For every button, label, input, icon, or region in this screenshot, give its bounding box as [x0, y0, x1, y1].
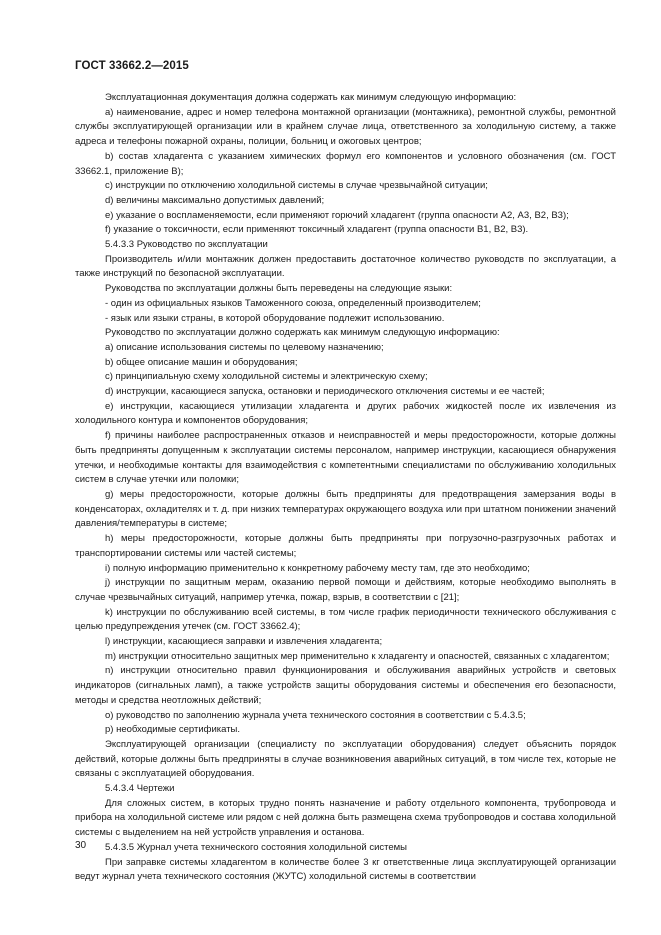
list-item: h) меры предосторожности, которые должны быть предприняты при погрузочно-разгрузочных работах и транспортировании системы или частей системы; [75, 533, 616, 559]
paragraph: Руководство по эксплуатации должно содержать как минимум следующую информацию: [105, 327, 500, 339]
paragraph: При заправке системы хладагентом в количестве более 3 кг ответственные лица эксплуатирующей организации ведут журнал учета технического состояния (ЖУТС) холодильной системы в соответствии [75, 856, 616, 883]
paragraph: Руководства по эксплуатации должны быть переведены на следующие языки: [105, 283, 453, 295]
list-item: n) инструкции относительно правил функционирования и обслуживания аварийных устройств и световых индикаторов (сигнальных ламп), а также устройств защиты оборудования системы и обеспечения его безопасности, методы и средства неотложных действий; [75, 665, 616, 706]
paragraph: Эксплуатационная документация должна содержать как минимум следующую информацию: [105, 92, 517, 103]
list-item: g) меры предосторожности, которые должны быть предприняты для предотвращения замерзания воды в конденсаторах, охладителях и т. д. при низких температурах окружающего воздуха или при штатном понижении значений давления/температуры в системе; [75, 488, 616, 530]
list-item: f) причины наиболее распространенных отказов и неисправностей и меры предосторожности, которые должны быть предприняты допущенным к эксплуатации системы персоналом, например инструкции, касающиеся обнаружения утечки, и необходимые контакты для взаимодействия с компетентными специалистами по обслуживанию холодильных систем в случае утечки или поломки; [75, 430, 616, 486]
page-number: 30 [75, 840, 87, 851]
list-item: a) наименование, адрес и номер телефона монтажной организации (монтажника), ремонтной службы, ремонтной службы эксплуатирующей организации или в крайнем случае лица, ответственного за холодильную систему, а также адреса и телефоны пожарной охраны, полиции, больниц и ожоговых центров; [75, 106, 616, 148]
list-item: l) инструкции, касающиеся заправки и извлечения хладагента; [105, 636, 383, 648]
list-item: c) принципиальную схему холодильной системы и электрическую схему; [105, 371, 428, 383]
list-item: p) необходимые сертификаты. [105, 724, 241, 736]
list-item: d) величины максимально допустимых давлений; [105, 194, 325, 206]
list-item: k) инструкции по обслуживанию всей системы, в том числе график периодичности технического обслуживания с целью предупреждения утечек (см. ГОСТ 33662.4); [75, 606, 616, 633]
list-item: b) состав хладагента с указанием химических формул его компонентов и условного обозначения (см. ГОСТ 33662.1, приложение В); [75, 150, 616, 177]
paragraph: Производитель и/или монтажник должен предоставить достаточное количество руководств по эксплуатации, а также инструкций по безопасной эксплуатации. [75, 253, 616, 280]
list-item: m) инструкции относительно защитных мер применительно к хладагенту и опасностей, связанных с хладагентом; [105, 650, 610, 662]
section-heading: 5.4.3.3 Руководство по эксплуатации [105, 239, 268, 251]
list-item: - один из официальных языков Таможенного союза, определенный производителем; [105, 297, 481, 309]
list-item: a) описание использования системы по целевому назначению; [105, 341, 384, 353]
standard-header: ГОСТ 33662.2—2015 [75, 60, 189, 72]
list-item: j) инструкции по защитным мерам, оказанию первой помощи и действиям, которые необходимо выполнять в случае чрезвычайных ситуаций, например утечка, пожар, взрыв, в соответствии с [21]; [75, 577, 616, 603]
section-heading: 5.4.3.4 Чертежи [105, 783, 175, 795]
list-item: e) указание о воспламеняемости, если применяют горючий хладагент (группа опасности А2, А3, В2, В3); [105, 209, 569, 221]
list-item: - язык или языки страны, в которой оборудование подлежит использованию. [105, 312, 445, 324]
list-item: o) руководство по заполнению журнала учета технического состояния в соответствии с 5.4.3.5; [105, 709, 526, 721]
body-text [75, 91, 616, 885]
paragraph: Для сложных систем, в которых трудно понять назначение и работу отдельного компонента, трубопровода и прибора на холодильной системе или рядом с ней должна быть размещена схема трубопроводов и состава холодильной системы с выделением на ней устройств управления и останова. [75, 797, 616, 839]
section-heading: 5.4.3.5 Журнал учета технического состояния холодильной системы [105, 841, 408, 853]
list-item: e) инструкции, касающиеся утилизации хладагента и других рабочих жидкостей после их извлечения из холодильного контура и компонентов оборудования; [75, 400, 616, 427]
list-item: c) инструкции по отключению холодильной системы в случае чрезвычайной ситуации; [105, 180, 488, 192]
list-item: d) инструкции, касающиеся запуска, остановки и периодического отключения системы и ее частей; [105, 386, 545, 398]
list-item: b) общее описание машин и оборудования; [105, 356, 298, 368]
paragraph: Эксплуатирующей организации (специалисту по эксплуатации оборудования) следует объяснить порядок действий, которые должны быть предприняты в случае возникновения аварийных ситуаций, в том числе тех, которые не связаны с эксплуатацией оборудования. [75, 738, 616, 780]
list-item: i) полную информацию применительно к конкретному рабочему месту там, где это необходимо; [105, 562, 530, 574]
list-item: f) указание о токсичности, если применяют токсичный хладагент (группа опасности В1, В2, В3). [105, 224, 529, 236]
